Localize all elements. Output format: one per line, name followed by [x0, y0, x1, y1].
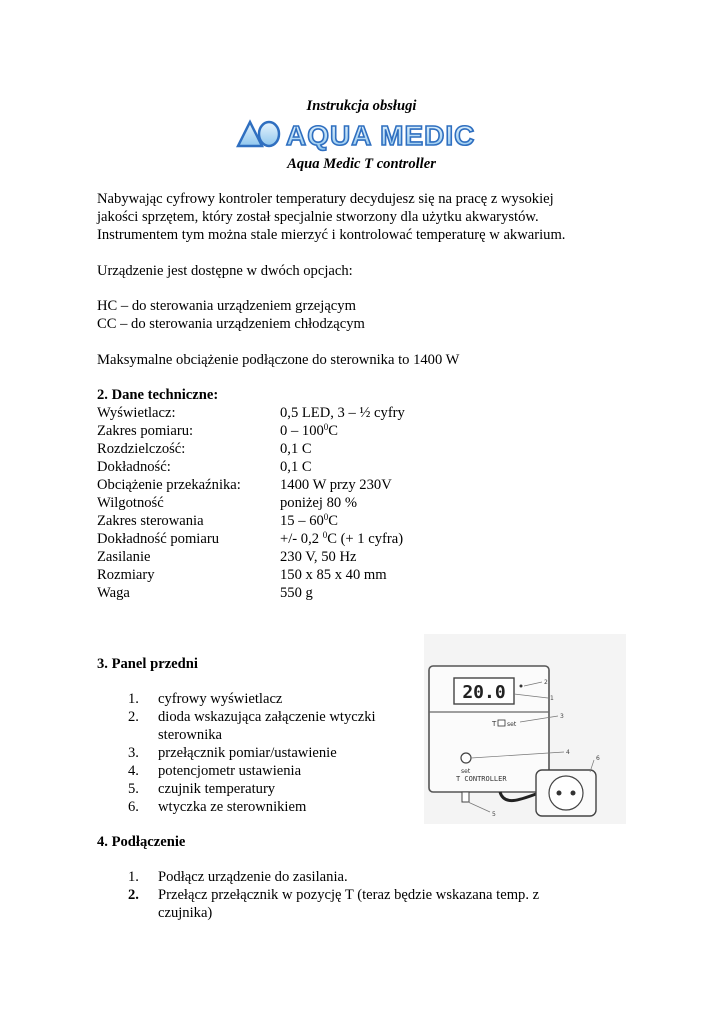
spec-label: Rozmiary	[97, 567, 155, 583]
list-item: cyfrowy wyświetlacz	[158, 691, 283, 707]
list-item: Podłącz urządzenie do zasilania.	[158, 869, 348, 885]
spec-value: +/- 0,2 $^0$C (+ 1 cyfra)	[280, 530, 404, 547]
spec-value: $15 - 60^0C$	[280, 512, 339, 529]
panel-heading: 3. Panel przedni	[97, 656, 198, 672]
spec-value: $0 - 100^0C$	[280, 422, 339, 439]
intro-line: Instrumentem tym można stale mierzyć i kontrolować temperaturę w akwarium.	[97, 227, 566, 243]
list-item: wtyczka ze sterownikiem	[158, 799, 307, 815]
spec-label: Zasilanie	[97, 549, 151, 565]
spec-value: 0,1 C	[280, 459, 312, 475]
list-item: Przełącz przełącznik w pozycję T (teraz będzie wskazana temp. z	[158, 887, 540, 903]
list-number: 5.	[128, 781, 139, 797]
spec-value: 0,5 LED, 3 – ½ cyfry	[280, 405, 405, 421]
display-readout: 20.0	[462, 682, 506, 703]
option-cc: CC – do sterowania urządzeniem chłodzącym	[97, 316, 365, 332]
t-controller-figure	[424, 634, 626, 824]
spec-value: 0,1 C	[280, 441, 312, 457]
list-item: przełącznik pomiar/ustawienie	[158, 745, 337, 761]
aqua-medic-logo	[236, 116, 486, 152]
list-item: czujnik temperatury	[158, 781, 276, 797]
logo-wordmark: AQUA MEDIC	[286, 120, 476, 151]
option-hc: HC – do sterowania urządzeniem grzejącym	[97, 298, 356, 314]
list-item: potencjometr ustawienia	[158, 763, 302, 779]
spec-label: Dokładność pomiaru	[97, 531, 219, 547]
list-item: czujnika)	[158, 905, 213, 921]
indicator-led	[520, 685, 523, 688]
intro-line: jakości sprzętem, który został specjalnie stworzony dla użytku akwarystów.	[97, 209, 539, 225]
spec-value: 1400 W przy 230V	[280, 477, 392, 493]
spec-label: Wyświetlacz:	[97, 405, 176, 421]
switch-icon	[498, 720, 505, 726]
intro-line: Nabywając cyfrowy kontroler temperatury decydujesz się na pracę z wysokiej	[97, 191, 554, 207]
switch-label-t: T	[492, 720, 497, 728]
spec-label: Zakres pomiaru:	[97, 423, 194, 439]
callout-1: 1	[550, 695, 554, 702]
spec-label: Zakres sterowania	[97, 513, 204, 529]
spec-label: Waga	[97, 585, 130, 601]
list-number: 3.	[128, 745, 139, 761]
options-intro: Urządzenie jest dostępne w dwóch opcjach:	[97, 263, 353, 279]
document-title: Instrukcja obsługi	[306, 98, 417, 114]
list-number: 6.	[128, 799, 139, 815]
knob-label: set	[461, 768, 471, 775]
specs-heading: 2. Dane techniczne:	[97, 387, 219, 403]
spec-value: 150 x 85 x 40 mm	[280, 567, 387, 583]
callout-5: 5	[492, 811, 496, 818]
logo-emblem	[238, 122, 279, 146]
callout-4: 4	[566, 749, 570, 756]
list-number: 2.	[128, 887, 139, 903]
switch-label-set: set	[507, 721, 517, 728]
max-load: Maksymalne obciążenie podłączone do sterownika to 1400 W	[97, 352, 460, 368]
spec-value: 230 V, 50 Hz	[280, 549, 357, 565]
spec-label: Wilgotność	[97, 495, 164, 511]
callout-3: 3	[560, 713, 564, 720]
list-number: 1.	[128, 691, 139, 707]
spec-label: Rozdzielczość:	[97, 441, 186, 457]
list-item: sterownika	[158, 727, 223, 743]
list-item: dioda wskazująca załączenie wtyczki	[158, 709, 376, 725]
spec-label: Obciążenie przekaźnika:	[97, 477, 241, 493]
list-number: 1.	[128, 869, 139, 885]
document-subtitle: Aqua Medic T controller	[287, 156, 436, 172]
device-label: T CONTROLLER	[456, 775, 507, 783]
callout-6: 6	[596, 755, 600, 762]
callout-2: 2	[544, 679, 548, 686]
spec-value: 550 g	[280, 585, 313, 601]
connection-heading: 4. Podłączenie	[97, 834, 186, 850]
potentiometer-icon	[461, 753, 471, 763]
sensor-icon	[462, 792, 469, 802]
spec-label: Dokładność:	[97, 459, 171, 475]
list-number: 2.	[128, 709, 139, 725]
list-number: 4.	[128, 763, 139, 779]
spec-value: poniżej 80 %	[280, 495, 358, 511]
